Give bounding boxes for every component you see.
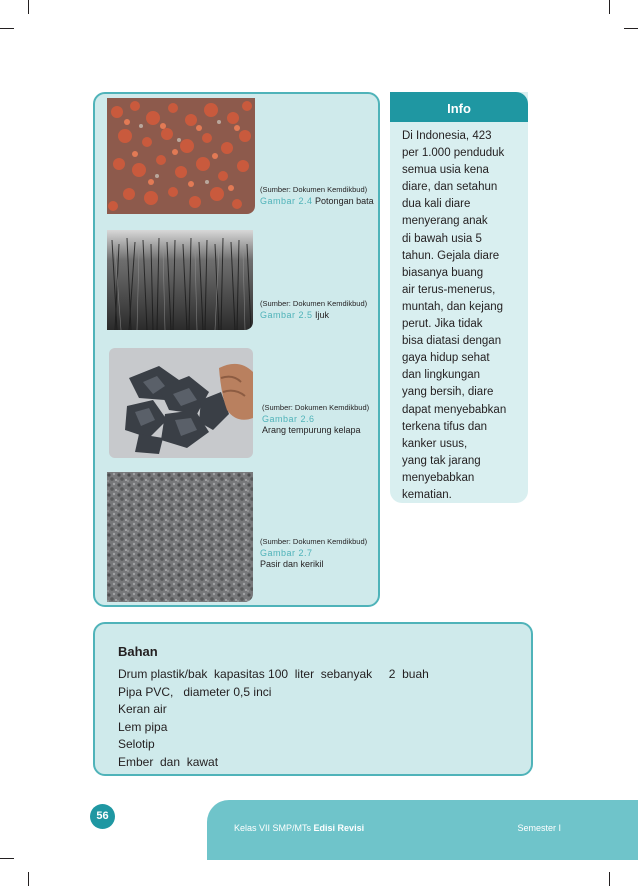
materials-title: Bahan xyxy=(118,644,158,659)
crop-mark xyxy=(609,0,610,14)
crop-mark xyxy=(28,0,29,14)
figure-caption xyxy=(260,536,372,571)
figure-title: Ijuk xyxy=(315,310,330,320)
footer-bar xyxy=(207,800,638,860)
book-edition: Edisi Revisi xyxy=(313,823,365,833)
figure-label: Gambar 2.7 xyxy=(260,548,313,558)
list-item: Ember dan kawat xyxy=(118,754,219,769)
page-number: 56 xyxy=(90,804,115,829)
coconut-charcoal-photo xyxy=(109,348,253,458)
figure-source: (Sumber: Dokumen Kemdikbud) xyxy=(260,537,368,546)
info-heading: Info xyxy=(390,92,528,122)
crop-mark xyxy=(0,858,14,859)
book-title xyxy=(234,823,364,833)
palm-fiber-photo xyxy=(107,230,253,330)
book-title-text: Kelas VII SMP/MTs xyxy=(234,823,312,833)
brick-pieces-photo xyxy=(107,98,255,214)
list-item: Drum plastik/bak kapasitas 100 liter sebanyak 2 buah xyxy=(118,667,429,681)
info-text: Di Indonesia, 423 per 1.000 penduduk semua usia kena diare, dan setahun dua kali diare menyerang anak di bawah usia 5 tahun. Gejala diare biasanya buang air terus-menerus, muntah, dan kejang perut. Jika tidak bisa diatasi dengan gaya hidup sehat dan lingkungan yang bersih, diare dapat menyebabkan terkena tifus dan kanker usus, yang tak jarang menyebabkan kematian. xyxy=(402,130,507,501)
crop-mark xyxy=(0,28,14,29)
sand-gravel-photo xyxy=(107,472,253,602)
figure-title: Potongan bata xyxy=(315,196,374,206)
figure-label: Gambar 2.6 xyxy=(262,414,315,424)
semester-label: Semester I xyxy=(517,823,561,833)
list-item: Selotip xyxy=(118,737,155,752)
materials-box xyxy=(93,622,533,776)
figures-panel xyxy=(93,92,380,607)
figure-caption xyxy=(260,184,378,207)
crop-mark xyxy=(624,28,638,29)
figure-title: Arang tempurung kelapa xyxy=(262,425,361,436)
figure-label: Gambar 2.5 xyxy=(260,310,313,320)
list-item: Lem pipa xyxy=(118,719,168,734)
figure-source: (Sumber: Dokumen Kemdikbud) xyxy=(262,403,370,412)
list-item: Keran air xyxy=(118,702,167,717)
figure-source: (Sumber: Dokumen Kemdikbud) xyxy=(260,185,368,194)
figure-caption xyxy=(260,298,378,321)
figure-caption xyxy=(262,402,374,437)
materials-list xyxy=(118,666,429,772)
figure-title: Pasir dan kerikil xyxy=(260,559,324,570)
list-item: Pipa PVC, diameter 0,5 inci xyxy=(118,684,272,699)
figure-label: Gambar 2.4 xyxy=(260,196,313,206)
crop-mark xyxy=(28,872,29,886)
crop-mark xyxy=(609,872,610,886)
figure-source: (Sumber: Dokumen Kemdikbud) xyxy=(260,299,368,308)
info-box xyxy=(390,92,528,503)
